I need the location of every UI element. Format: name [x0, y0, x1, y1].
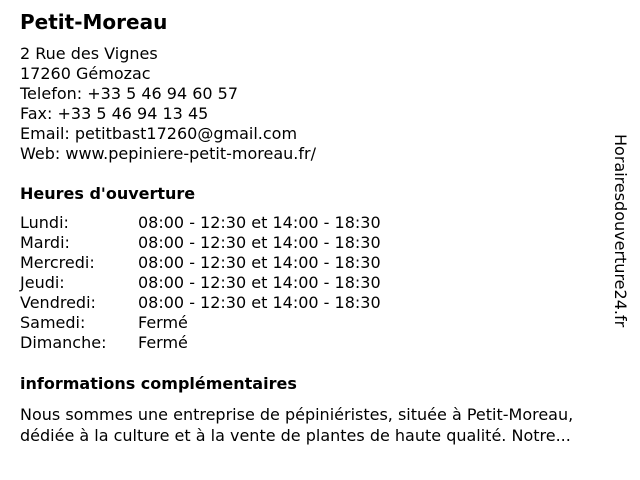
- day-hours: Fermé: [138, 313, 188, 332]
- day-hours: 08:00 - 12:30 et 14:00 - 18:30: [138, 293, 381, 312]
- hours-heading: Heures d'ouverture: [20, 184, 196, 203]
- city-address: 17260 Gémozac: [20, 64, 151, 83]
- email-address: Email: petitbast17260@gmail.com: [20, 124, 298, 143]
- day-hours: 08:00 - 12:30 et 14:00 - 18:30: [138, 253, 381, 272]
- site-watermark: Horairesdouverture24.fr: [611, 134, 630, 328]
- info-heading: informations complémentaires: [20, 374, 297, 393]
- day-label: Samedi:: [20, 313, 86, 332]
- day-label: Mercredi:: [20, 253, 95, 272]
- day-hours: Fermé: [138, 333, 188, 352]
- day-label: Mardi:: [20, 233, 70, 252]
- phone-number: Telefon: +33 5 46 94 60 57: [20, 84, 239, 103]
- day-hours: 08:00 - 12:30 et 14:00 - 18:30: [138, 233, 381, 252]
- day-label: Dimanche:: [20, 333, 107, 352]
- description-text: Nous sommes une entreprise de pépiniéristes, située à Petit-Moreau, dédiée à la culture et à la vente de plantes de haute qualité. Notre...: [20, 405, 574, 445]
- day-hours: 08:00 - 12:30 et 14:00 - 18:30: [138, 273, 381, 292]
- street-address: 2 Rue des Vignes: [20, 44, 158, 63]
- business-name: Petit-Moreau: [20, 10, 168, 34]
- day-label: Vendredi:: [20, 293, 96, 312]
- day-label: Lundi:: [20, 213, 69, 232]
- fax-number: Fax: +33 5 46 94 13 45: [20, 104, 209, 123]
- day-label: Jeudi:: [20, 273, 65, 292]
- address-block: [20, 44, 316, 164]
- day-hours: 08:00 - 12:30 et 14:00 - 18:30: [138, 213, 381, 232]
- website: Web: www.pepiniere-petit-moreau.fr/: [20, 144, 316, 163]
